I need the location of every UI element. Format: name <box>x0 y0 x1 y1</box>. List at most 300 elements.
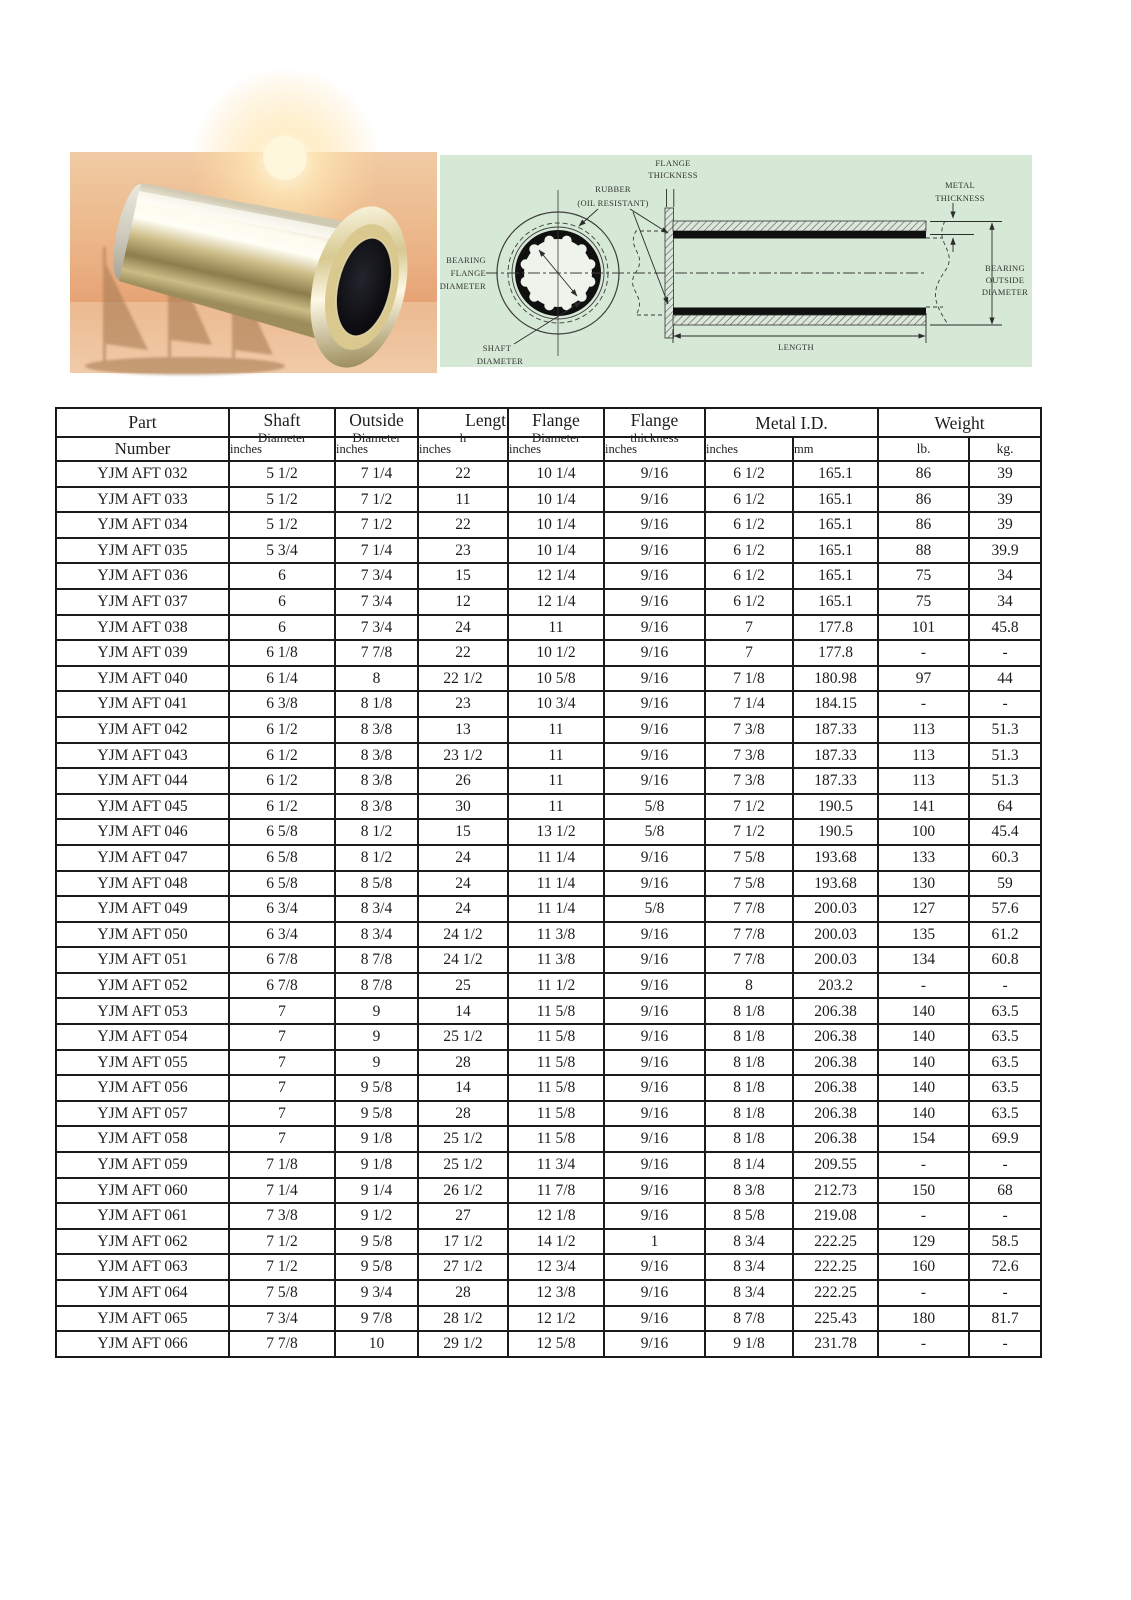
value-cell: 200.03 <box>793 922 878 948</box>
part-number-cell: YJM AFT 036 <box>56 563 229 589</box>
value-cell: 8 1/8 <box>705 1050 793 1076</box>
table-row <box>56 538 1041 564</box>
value-cell: 7 1/2 <box>705 794 793 820</box>
part-number-cell: YJM AFT 053 <box>56 998 229 1024</box>
value-cell: 9 5/8 <box>335 1229 418 1255</box>
value-cell: 9/16 <box>604 768 705 794</box>
value-cell: 9 7/8 <box>335 1306 418 1332</box>
part-number-cell: YJM AFT 046 <box>56 819 229 845</box>
value-cell: 193.68 <box>793 871 878 897</box>
value-cell: - <box>969 1203 1041 1229</box>
value-cell: 212.73 <box>793 1178 878 1204</box>
value-cell: 11 <box>508 615 604 641</box>
value-cell: 9/16 <box>604 512 705 538</box>
unit-metal-id-inches: inches <box>705 437 793 461</box>
value-cell: 69.9 <box>969 1126 1041 1152</box>
value-cell: 193.68 <box>793 845 878 871</box>
value-cell: 9/16 <box>604 743 705 769</box>
header-shaft <box>229 408 335 437</box>
part-number-cell: YJM AFT 054 <box>56 1024 229 1050</box>
value-cell: 45.8 <box>969 615 1041 641</box>
value-cell: 11 5/8 <box>508 1101 604 1127</box>
value-cell: 30 <box>418 794 508 820</box>
value-cell: 184.15 <box>793 691 878 717</box>
value-cell: 23 <box>418 691 508 717</box>
value-cell: 8 3/8 <box>335 768 418 794</box>
value-cell: 39 <box>969 461 1041 487</box>
value-cell: 9/16 <box>604 1101 705 1127</box>
value-cell: 187.33 <box>793 768 878 794</box>
value-cell: 34 <box>969 563 1041 589</box>
value-cell: 9/16 <box>604 871 705 897</box>
value-cell: 64 <box>969 794 1041 820</box>
value-cell: 7 <box>229 1075 335 1101</box>
value-cell: 75 <box>878 563 969 589</box>
part-number-cell: YJM AFT 033 <box>56 487 229 513</box>
value-cell: 101 <box>878 615 969 641</box>
table-row <box>56 615 1041 641</box>
value-cell: 5 1/2 <box>229 487 335 513</box>
value-cell: 97 <box>878 666 969 692</box>
value-cell: 140 <box>878 998 969 1024</box>
value-cell: 7 5/8 <box>705 845 793 871</box>
value-cell: 11 3/4 <box>508 1152 604 1178</box>
value-cell: 9 5/8 <box>335 1101 418 1127</box>
value-cell: 11 5/8 <box>508 1075 604 1101</box>
rubber-label: RUBBER <box>595 184 631 194</box>
value-cell: 219.08 <box>793 1203 878 1229</box>
table-row <box>56 1280 1041 1306</box>
value-cell: 12 1/8 <box>508 1203 604 1229</box>
value-cell: 6 3/4 <box>229 896 335 922</box>
value-cell: - <box>969 973 1041 999</box>
header-flange-diameter-subline <box>509 431 603 436</box>
header-metal-id-label: Metal I.D. <box>755 412 828 433</box>
part-number-cell: YJM AFT 038 <box>56 615 229 641</box>
value-cell: 9/16 <box>604 589 705 615</box>
flange-section <box>665 208 674 338</box>
value-cell: 7 5/8 <box>705 871 793 897</box>
value-cell: 25 1/2 <box>418 1152 508 1178</box>
value-cell: 6 1/2 <box>229 717 335 743</box>
value-cell: 9 5/8 <box>335 1254 418 1280</box>
value-cell: 72.6 <box>969 1254 1041 1280</box>
value-cell: 9 1/8 <box>705 1331 793 1357</box>
value-cell: 9/16 <box>604 1024 705 1050</box>
product-photo <box>70 152 437 373</box>
value-cell: 9/16 <box>604 922 705 948</box>
unit-flange-diameter: inches <box>508 437 604 461</box>
header-flange-diameter-label: Flange <box>532 410 580 430</box>
bottom-rubber-lining <box>673 308 926 316</box>
value-cell: - <box>878 1152 969 1178</box>
value-cell: 63.5 <box>969 1075 1041 1101</box>
value-cell: 8 <box>705 973 793 999</box>
value-cell: 8 3/8 <box>335 717 418 743</box>
value-cell: 27 1/2 <box>418 1254 508 1280</box>
value-cell: 63.5 <box>969 1024 1041 1050</box>
header-outside-label: Outside <box>349 410 404 430</box>
part-number-cell: YJM AFT 062 <box>56 1229 229 1255</box>
value-cell: 59 <box>969 871 1041 897</box>
value-cell: 129 <box>878 1229 969 1255</box>
value-cell: 25 1/2 <box>418 1126 508 1152</box>
part-number-cell: YJM AFT 048 <box>56 871 229 897</box>
value-cell: 7 7/8 <box>705 947 793 973</box>
value-cell: 39.9 <box>969 538 1041 564</box>
value-cell: 75 <box>878 589 969 615</box>
value-cell: 24 1/2 <box>418 922 508 948</box>
value-cell: 8 3/8 <box>335 743 418 769</box>
value-cell: 6 <box>229 615 335 641</box>
value-cell: - <box>878 973 969 999</box>
value-cell: 9/16 <box>604 1075 705 1101</box>
value-cell: 10 5/8 <box>508 666 604 692</box>
value-cell: 200.03 <box>793 947 878 973</box>
shaft-diameter-label-2: DIAMETER <box>476 356 524 366</box>
value-cell: 8 3/4 <box>705 1229 793 1255</box>
table-row <box>56 487 1041 513</box>
value-cell: 63.5 <box>969 1050 1041 1076</box>
table-row <box>56 1203 1041 1229</box>
flange-thickness-label-2: THICKNESS <box>648 170 698 180</box>
value-cell: 8 3/8 <box>335 794 418 820</box>
value-cell: 9 1/8 <box>335 1152 418 1178</box>
value-cell: 39 <box>969 512 1041 538</box>
value-cell: 11 <box>508 717 604 743</box>
value-cell: 5 1/2 <box>229 461 335 487</box>
value-cell: 57.6 <box>969 896 1041 922</box>
value-cell: 165.1 <box>793 538 878 564</box>
value-cell: 190.5 <box>793 794 878 820</box>
value-cell: 8 7/8 <box>335 973 418 999</box>
part-number-cell: YJM AFT 057 <box>56 1101 229 1127</box>
value-cell: 6 5/8 <box>229 819 335 845</box>
header-flange-diameter <box>508 408 604 437</box>
value-cell: 9/16 <box>604 717 705 743</box>
value-cell: 180.98 <box>793 666 878 692</box>
value-cell: 24 <box>418 845 508 871</box>
value-cell: 22 1/2 <box>418 666 508 692</box>
value-cell: 154 <box>878 1126 969 1152</box>
value-cell: 12 1/4 <box>508 563 604 589</box>
value-cell: 11 1/4 <box>508 871 604 897</box>
value-cell: 12 <box>418 589 508 615</box>
bearing-flange-diameter-label-3: DIAMETER <box>439 281 486 291</box>
value-cell: 7 3/8 <box>705 768 793 794</box>
part-number-cell: YJM AFT 035 <box>56 538 229 564</box>
value-cell: 7 7/8 <box>705 896 793 922</box>
value-cell: 7 3/4 <box>335 589 418 615</box>
value-cell: 81.7 <box>969 1306 1041 1332</box>
header-weight <box>878 408 1041 437</box>
value-cell: 7 3/4 <box>229 1306 335 1332</box>
unit-weight-kg: kg. <box>969 437 1041 461</box>
value-cell: 9 <box>335 998 418 1024</box>
value-cell: 8 3/8 <box>705 1178 793 1204</box>
value-cell: 7 <box>229 998 335 1024</box>
value-cell: 8 1/4 <box>705 1152 793 1178</box>
value-cell: 9/16 <box>604 1203 705 1229</box>
part-number-cell: YJM AFT 041 <box>56 691 229 717</box>
value-cell: 10 <box>335 1331 418 1357</box>
table-row <box>56 973 1041 999</box>
value-cell: 9/16 <box>604 1152 705 1178</box>
header-flange-thickness-label: Flange <box>630 410 679 430</box>
value-cell: 9/16 <box>604 487 705 513</box>
value-cell: 133 <box>878 845 969 871</box>
table-row <box>56 794 1041 820</box>
table-row <box>56 1024 1041 1050</box>
value-cell: 13 1/2 <box>508 819 604 845</box>
metal-thickness-label: METAL <box>944 180 976 190</box>
value-cell: 11 5/8 <box>508 1024 604 1050</box>
header-number: Number <box>56 437 229 461</box>
value-cell: 9 5/8 <box>335 1075 418 1101</box>
part-number-cell: YJM AFT 060 <box>56 1178 229 1204</box>
value-cell: 5 1/2 <box>229 512 335 538</box>
shaft-diameter-label: SHAFT <box>482 343 512 353</box>
part-number-cell: YJM AFT 037 <box>56 589 229 615</box>
value-cell: 11 5/8 <box>508 1050 604 1076</box>
value-cell: 7 <box>705 615 793 641</box>
value-cell: 63.5 <box>969 1101 1041 1127</box>
value-cell: 9 <box>335 1050 418 1076</box>
part-number-cell: YJM AFT 058 <box>56 1126 229 1152</box>
part-number-cell: YJM AFT 059 <box>56 1152 229 1178</box>
value-cell: 7 1/4 <box>335 538 418 564</box>
table-row <box>56 743 1041 769</box>
value-cell: 10 1/4 <box>508 512 604 538</box>
value-cell: 180 <box>878 1306 969 1332</box>
value-cell: 7 <box>705 640 793 666</box>
spec-table <box>55 407 1042 1358</box>
value-cell: 22 <box>418 512 508 538</box>
value-cell: 140 <box>878 1101 969 1127</box>
value-cell: 7 7/8 <box>705 922 793 948</box>
value-cell: 24 1/2 <box>418 947 508 973</box>
value-cell: 13 <box>418 717 508 743</box>
value-cell: 113 <box>878 768 969 794</box>
value-cell: - <box>969 1331 1041 1357</box>
bearing-outside-diameter-label: BEARING <box>985 263 1025 273</box>
value-cell: 9/16 <box>604 538 705 564</box>
value-cell: 6 <box>229 589 335 615</box>
value-cell: 6 7/8 <box>229 973 335 999</box>
value-cell: 86 <box>878 512 969 538</box>
value-cell: 26 1/2 <box>418 1178 508 1204</box>
table-row <box>56 871 1041 897</box>
table-row <box>56 845 1041 871</box>
value-cell: 8 5/8 <box>335 871 418 897</box>
value-cell: 8 3/4 <box>335 896 418 922</box>
value-cell: 7 3/8 <box>705 717 793 743</box>
value-cell: 231.78 <box>793 1331 878 1357</box>
value-cell: 86 <box>878 487 969 513</box>
value-cell: 6 1/4 <box>229 666 335 692</box>
value-cell: 150 <box>878 1178 969 1204</box>
header-outside <box>335 408 418 437</box>
value-cell: 209.55 <box>793 1152 878 1178</box>
value-cell: 86 <box>878 461 969 487</box>
value-cell: 8 3/4 <box>705 1254 793 1280</box>
value-cell: 14 <box>418 1075 508 1101</box>
value-cell: 39 <box>969 487 1041 513</box>
value-cell: 24 <box>418 871 508 897</box>
value-cell: 11 <box>508 794 604 820</box>
value-cell: 7 7/8 <box>229 1331 335 1357</box>
value-cell: 222.25 <box>793 1280 878 1306</box>
value-cell: 68 <box>969 1178 1041 1204</box>
value-cell: 160 <box>878 1254 969 1280</box>
value-cell: 7 1/8 <box>229 1152 335 1178</box>
header-metal-id <box>705 408 878 437</box>
value-cell: 7 5/8 <box>229 1280 335 1306</box>
value-cell: 17 1/2 <box>418 1229 508 1255</box>
table-row <box>56 1101 1041 1127</box>
value-cell: 25 <box>418 973 508 999</box>
metal-thickness-label-2: THICKNESS <box>935 193 985 203</box>
value-cell: 12 1/2 <box>508 1306 604 1332</box>
value-cell: 165.1 <box>793 487 878 513</box>
value-cell: 6 1/2 <box>705 487 793 513</box>
part-number-cell: YJM AFT 042 <box>56 717 229 743</box>
value-cell: 9/16 <box>604 615 705 641</box>
value-cell: 6 5/8 <box>229 845 335 871</box>
value-cell: 222.25 <box>793 1254 878 1280</box>
value-cell: 7 3/4 <box>335 563 418 589</box>
value-cell: 8 7/8 <box>335 947 418 973</box>
value-cell: 12 5/8 <box>508 1331 604 1357</box>
header-weight-label: Weight <box>934 412 985 433</box>
part-number-cell: YJM AFT 066 <box>56 1331 229 1357</box>
bearing-flange-diameter-label: BEARING <box>446 255 486 265</box>
value-cell: 60.8 <box>969 947 1041 973</box>
value-cell: - <box>878 1203 969 1229</box>
value-cell: 88 <box>878 538 969 564</box>
value-cell: 7 <box>229 1101 335 1127</box>
value-cell: 7 3/8 <box>705 743 793 769</box>
value-cell: 8 3/4 <box>705 1280 793 1306</box>
value-cell: 9/16 <box>604 1331 705 1357</box>
value-cell: 11 3/8 <box>508 947 604 973</box>
table-row <box>56 768 1041 794</box>
value-cell: 8 1/2 <box>335 819 418 845</box>
value-cell: 23 <box>418 538 508 564</box>
value-cell: 9 3/4 <box>335 1280 418 1306</box>
value-cell: 11 <box>508 768 604 794</box>
table-row <box>56 1152 1041 1178</box>
part-number-cell: YJM AFT 032 <box>56 461 229 487</box>
value-cell: 5 3/4 <box>229 538 335 564</box>
value-cell: 15 <box>418 563 508 589</box>
value-cell: 225.43 <box>793 1306 878 1332</box>
top-rubber-lining <box>673 231 926 239</box>
table-row <box>56 1331 1041 1357</box>
unit-weight-lb: lb. <box>878 437 969 461</box>
table-row <box>56 896 1041 922</box>
value-cell: 8 3/4 <box>335 922 418 948</box>
value-cell: 187.33 <box>793 717 878 743</box>
part-number-cell: YJM AFT 056 <box>56 1075 229 1101</box>
value-cell: 8 1/2 <box>335 845 418 871</box>
sun-core <box>263 136 307 180</box>
product-photo-art <box>70 152 437 373</box>
value-cell: 6 1/2 <box>705 563 793 589</box>
part-number-cell: YJM AFT 063 <box>56 1254 229 1280</box>
bearing-outside-diameter-label-2: OUTSIDE <box>985 275 1025 285</box>
header-flange-thickness-subline <box>605 431 704 436</box>
value-cell: 28 <box>418 1280 508 1306</box>
value-cell: 127 <box>878 896 969 922</box>
value-cell: 29 1/2 <box>418 1331 508 1357</box>
value-cell: 5/8 <box>604 794 705 820</box>
value-cell: 7 <box>229 1050 335 1076</box>
value-cell: 58.5 <box>969 1229 1041 1255</box>
unit-metal-id-mm: mm <box>793 437 878 461</box>
value-cell: 7 1/2 <box>229 1229 335 1255</box>
value-cell: 9/16 <box>604 563 705 589</box>
table-row <box>56 998 1041 1024</box>
value-cell: 5/8 <box>604 896 705 922</box>
table-row <box>56 717 1041 743</box>
length-label: LENGTH <box>778 342 814 352</box>
value-cell: 8 1/8 <box>705 1101 793 1127</box>
value-cell: 11 1/2 <box>508 973 604 999</box>
value-cell: 24 <box>418 896 508 922</box>
header-length-label: Lengt <box>465 410 506 430</box>
value-cell: 8 1/8 <box>705 998 793 1024</box>
value-cell: 6 1/2 <box>229 768 335 794</box>
value-cell: 44 <box>969 666 1041 692</box>
value-cell: 9/16 <box>604 666 705 692</box>
value-cell: 12 3/4 <box>508 1254 604 1280</box>
value-cell: 9/16 <box>604 845 705 871</box>
value-cell: 135 <box>878 922 969 948</box>
value-cell: 6 1/2 <box>705 589 793 615</box>
value-cell: - <box>969 691 1041 717</box>
flange-thickness-label: FLANGE <box>655 158 691 168</box>
value-cell: 130 <box>878 871 969 897</box>
value-cell: 8 1/8 <box>705 1075 793 1101</box>
value-cell: 8 7/8 <box>705 1306 793 1332</box>
value-cell: 6 1/8 <box>229 640 335 666</box>
header-shaft-label: Shaft <box>263 410 301 430</box>
value-cell: 51.3 <box>969 717 1041 743</box>
value-cell: 45.4 <box>969 819 1041 845</box>
value-cell: 9 1/2 <box>335 1203 418 1229</box>
value-cell: 9/16 <box>604 1254 705 1280</box>
value-cell: 9/16 <box>604 973 705 999</box>
part-number-cell: YJM AFT 039 <box>56 640 229 666</box>
part-number-cell: YJM AFT 049 <box>56 896 229 922</box>
value-cell: 24 <box>418 615 508 641</box>
value-cell: 60.3 <box>969 845 1041 871</box>
table-row <box>56 819 1041 845</box>
unit-shaft: inches <box>229 437 335 461</box>
value-cell: 63.5 <box>969 998 1041 1024</box>
bearing-outside-diameter-label-3: DIAMETER <box>981 287 1029 297</box>
value-cell: 10 3/4 <box>508 691 604 717</box>
value-cell: - <box>878 1280 969 1306</box>
value-cell: 8 1/8 <box>335 691 418 717</box>
table-row <box>56 1306 1041 1332</box>
value-cell: 165.1 <box>793 563 878 589</box>
table-row <box>56 461 1041 487</box>
value-cell: 206.38 <box>793 998 878 1024</box>
part-number-cell: YJM AFT 064 <box>56 1280 229 1306</box>
value-cell: 113 <box>878 743 969 769</box>
